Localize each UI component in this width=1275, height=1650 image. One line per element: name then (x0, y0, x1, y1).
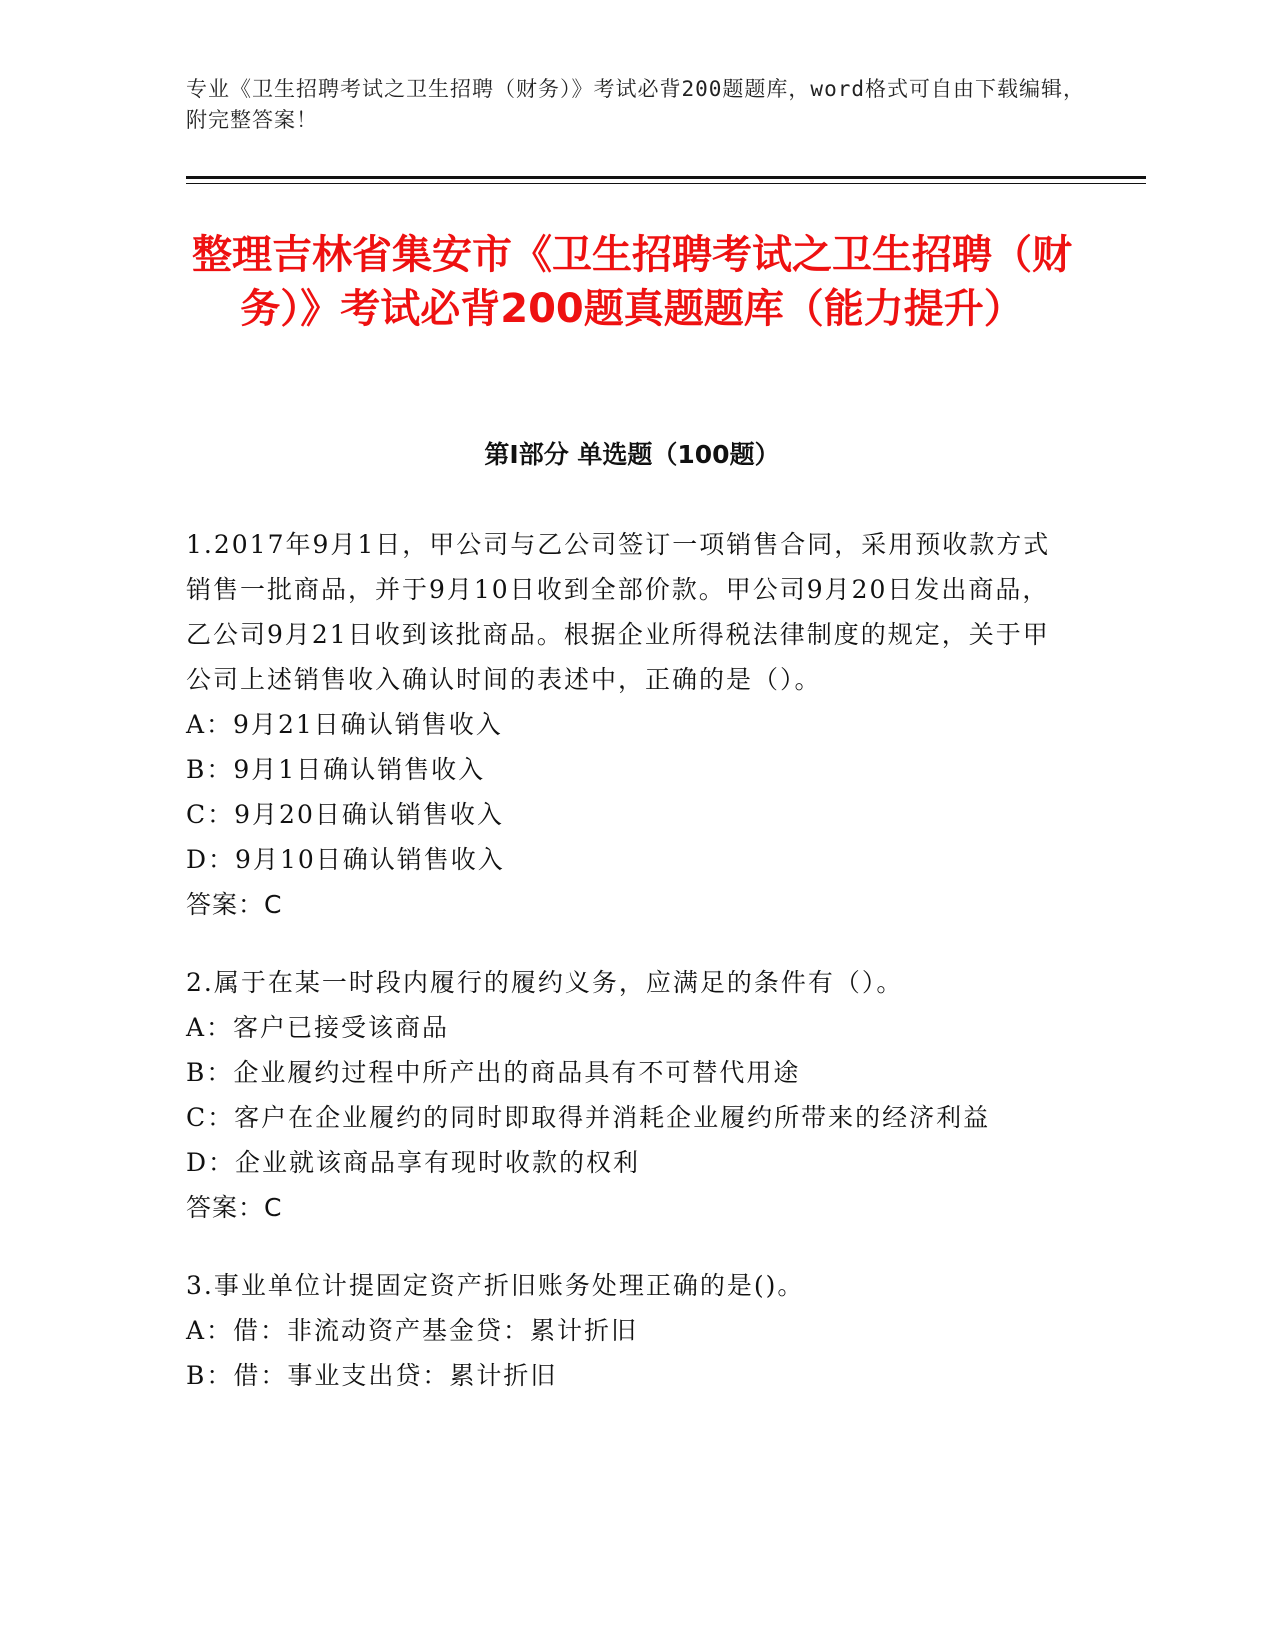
question-2 (186, 960, 1066, 1230)
option-d: D：9月10日确认销售收入 (186, 845, 505, 874)
question-1 (186, 522, 1066, 927)
option-d: D：企业就该商品享有现时收款的权利 (186, 1148, 641, 1177)
option-a: A：9月21日确认销售收入 (186, 710, 503, 739)
option-b: B：借：事业支出贷：累计折旧 (186, 1361, 558, 1390)
answer: 答案：C (186, 890, 283, 919)
option-a: A：客户已接受该商品 (186, 1013, 450, 1042)
option-c: C：9月20日确认销售收入 (186, 800, 504, 829)
question-list (186, 522, 1066, 1431)
option-b: B：9月1日确认销售收入 (186, 755, 486, 784)
question-stem: 2.属于在某一时段内履行的履约义务，应满足的条件有（）。 (186, 968, 904, 997)
section-title: 第Ⅰ部分 单选题（100题） (484, 440, 780, 469)
header-rule-thin (186, 183, 1146, 184)
document-title: 整理吉林省集安市《卫生招聘考试之卫生招聘（财务）》考试必背200题真题题库（能力提升） (192, 232, 1072, 332)
option-b: B：企业履约过程中所产出的商品具有不可替代用途 (186, 1058, 801, 1087)
option-a: A：借：非流动资产基金贷：累计折旧 (186, 1316, 639, 1345)
question-stem: 3.事业单位计提固定资产折旧账务处理正确的是()。 (186, 1271, 805, 1300)
option-c: C：客户在企业履约的同时即取得并消耗企业履约所带来的经济利益 (186, 1103, 991, 1132)
question-3 (186, 1263, 1066, 1398)
question-stem: 1.2017年9月1日，甲公司与乙公司签订一项销售合同，采用预收款方式销售一批商品，并于9月10日收到全部价款。甲公司9月20日发出商品，乙公司9月21日收到该批商品。根据企业所得税法律制度的规定，关于甲公司上述销售收入确认时间的表述中，正确的是（）。 (186, 530, 1051, 694)
answer: 答案：C (186, 1193, 283, 1222)
header-rule-thick (186, 176, 1146, 179)
header-note: 专业《卫生招聘考试之卫生招聘（财务）》考试必背200题题库，word格式可自由下载编辑，附完整答案！ (186, 77, 1085, 132)
